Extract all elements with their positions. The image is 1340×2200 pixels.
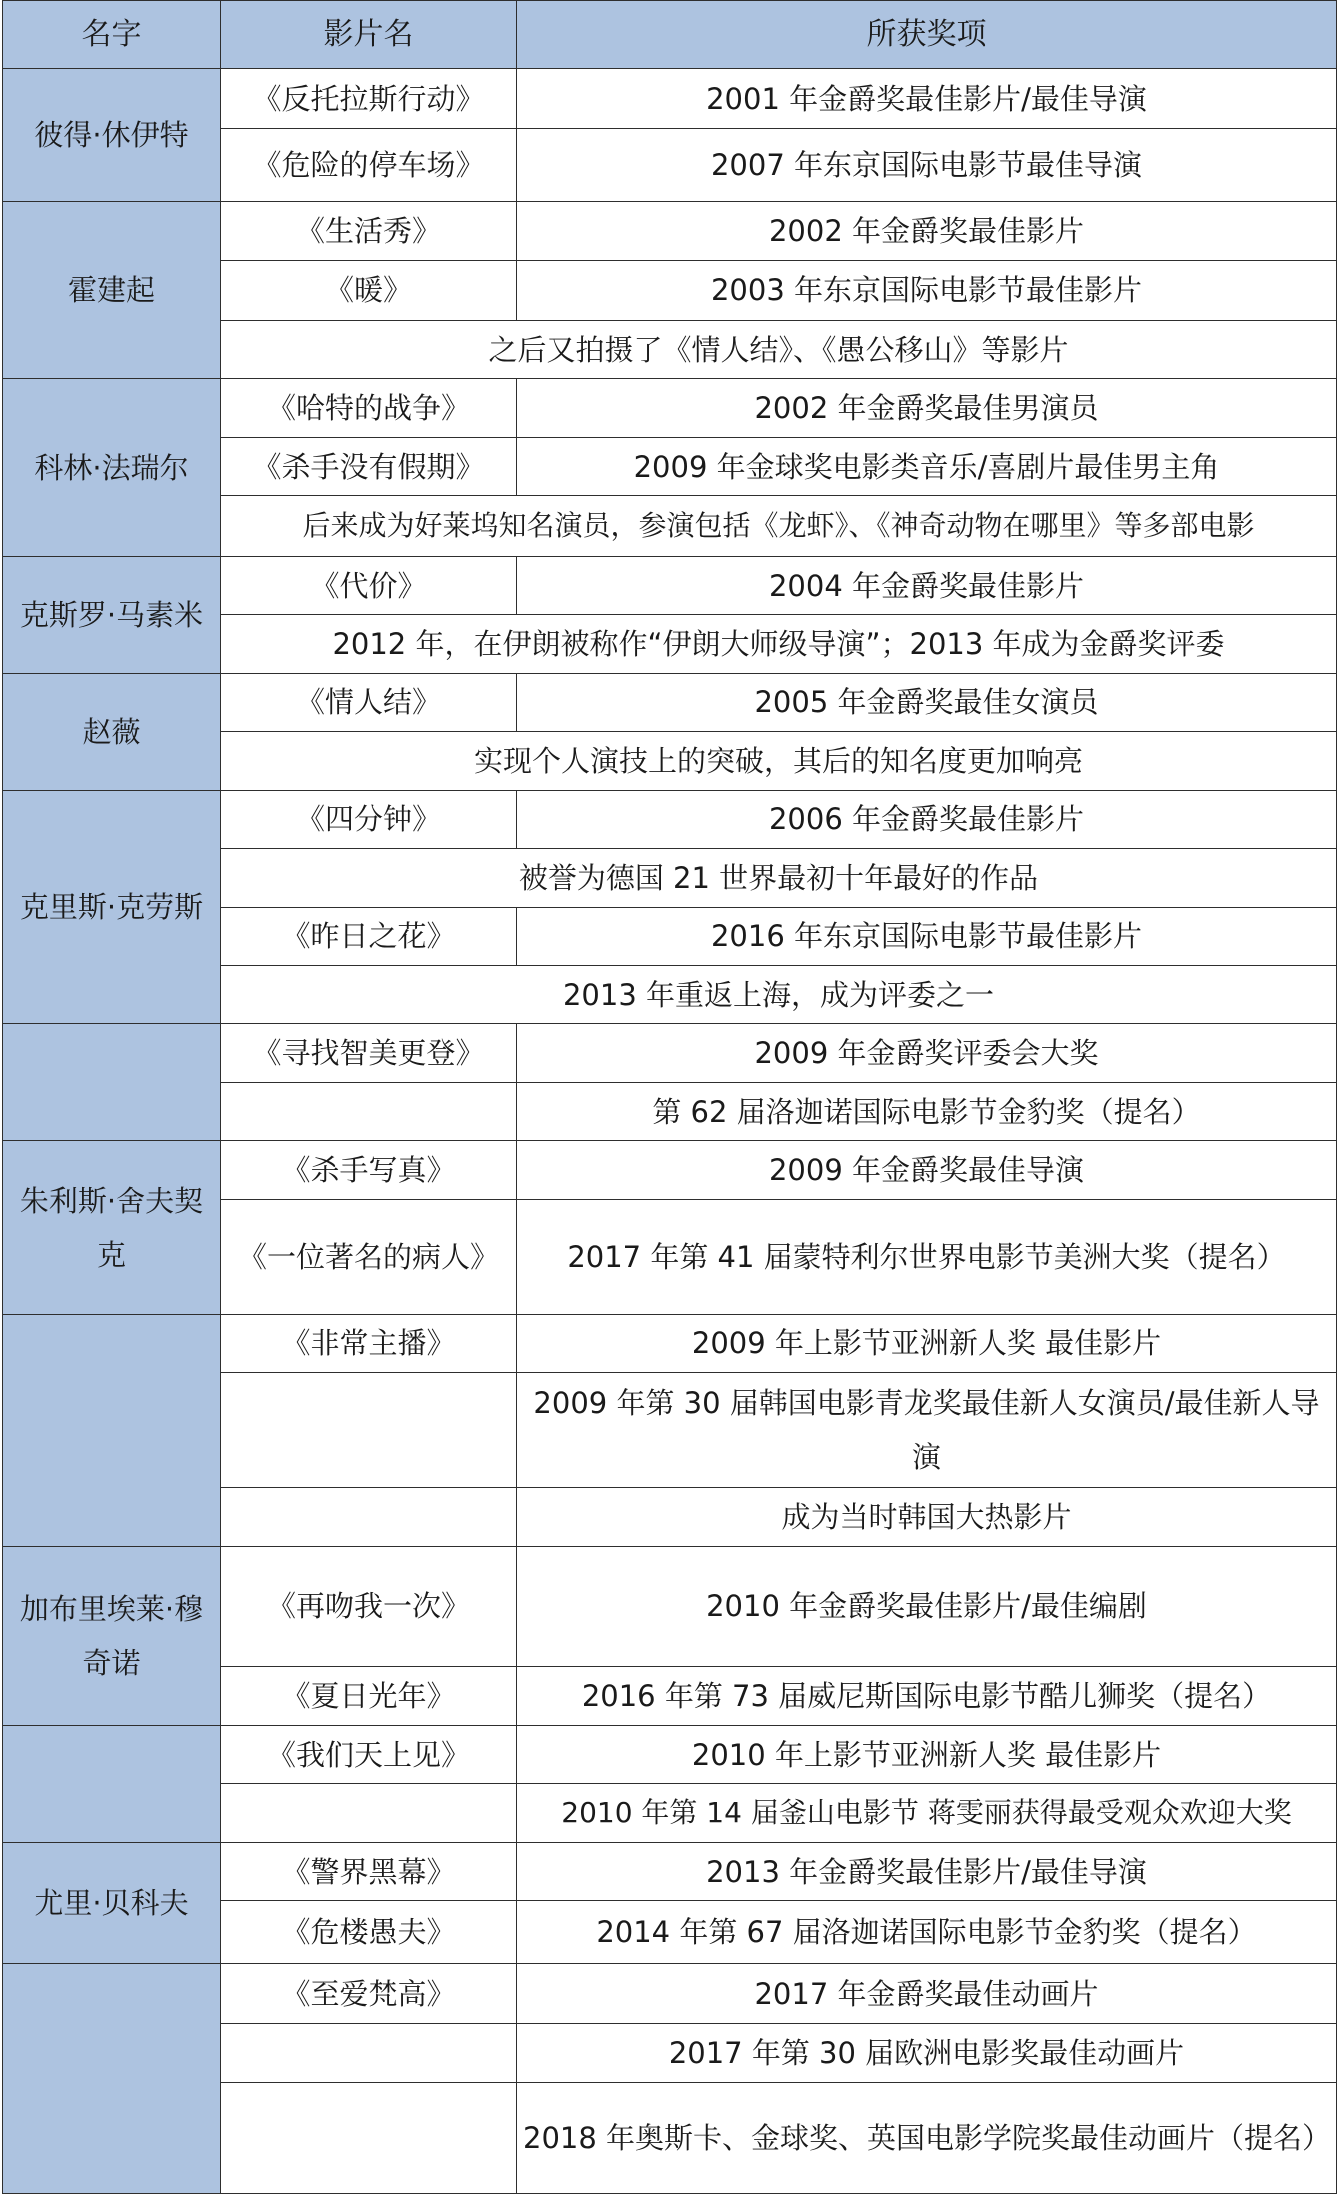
award-cell: 2016 年东京国际电影节最佳影片: [517, 907, 1337, 965]
table-row: [3, 790, 1337, 848]
film-cell: 《情人结》: [221, 673, 517, 731]
header-award: 所获奖项: [517, 1, 1337, 69]
film-cell: 《杀手写真》: [221, 1141, 517, 1199]
table-row: [3, 1963, 1337, 2023]
film-cell: 《警界黑幕》: [221, 1842, 517, 1900]
film-cell: 《非常主播》: [221, 1314, 517, 1372]
award-cell: 2013 年金爵奖最佳影片/最佳导演: [517, 1842, 1337, 1900]
award-cell: 2005 年金爵奖最佳女演员: [517, 673, 1337, 731]
name-cell: 加布里埃莱·穆奇诺: [3, 1546, 221, 1725]
film-cell: 《夏日光年》: [221, 1667, 517, 1725]
film-cell: 《一位著名的病人》: [221, 1199, 517, 1314]
award-cell: 2002 年金爵奖最佳男演员: [517, 379, 1337, 437]
name-cell: 科林·法瑞尔: [3, 379, 221, 556]
table-row: [3, 379, 1337, 437]
name-cell: 彼得·休伊特: [3, 69, 221, 202]
award-cell: 2017 年第 30 届欧洲电影奖最佳动画片: [517, 2024, 1337, 2082]
film-cell: 《危楼愚夫》: [221, 1901, 517, 1964]
award-cell: 2002 年金爵奖最佳影片: [517, 202, 1337, 260]
film-cell: 《再吻我一次》: [221, 1546, 517, 1667]
award-cell: 2001 年金爵奖最佳影片/最佳导演: [517, 69, 1337, 129]
award-cell: 成为当时韩国大热影片: [517, 1488, 1337, 1546]
film-cell: 《昨日之花》: [221, 907, 517, 965]
table-row: [3, 1314, 1337, 1372]
award-cell: 2010 年第 14 届釜山电影节 蒋雯丽获得最受观众欢迎大奖: [517, 1784, 1337, 1842]
award-cell: 第 62 届洛迦诺国际电影节金豹奖（提名）: [517, 1082, 1337, 1140]
film-cell: 《危险的停车场》: [221, 129, 517, 202]
note-cell: 实现个人演技上的突破，其后的知名度更加响亮: [221, 732, 1337, 790]
table-row: [3, 202, 1337, 260]
film-cell: [221, 2024, 517, 2082]
note-cell: 2013 年重返上海，成为评委之一: [221, 965, 1337, 1023]
award-cell: 2009 年金爵奖最佳导演: [517, 1141, 1337, 1199]
name-cell: 朱利斯·舍夫契克: [3, 1141, 221, 1314]
award-cell: 2017 年第 41 届蒙特利尔世界电影节美洲大奖（提名）: [517, 1199, 1337, 1314]
header-name: 名字: [3, 1, 221, 69]
film-cell: 《寻找智美更登》: [221, 1024, 517, 1082]
award-cell: 2009 年第 30 届韩国电影青龙奖最佳新人女演员/最佳新人导演: [517, 1373, 1337, 1488]
film-cell: 《至爱梵高》: [221, 1963, 517, 2023]
name-cell: 霍建起: [3, 202, 221, 379]
award-cell: 2009 年金爵奖评委会大奖: [517, 1024, 1337, 1082]
name-cell: [3, 1963, 221, 2193]
film-cell: 《我们天上见》: [221, 1725, 517, 1783]
note-cell: 被誉为德国 21 世界最初十年最好的作品: [221, 849, 1337, 907]
name-cell: 尤里·贝科夫: [3, 1842, 221, 1963]
note-cell: 之后又拍摄了《情人结》、《愚公移山》等影片: [221, 320, 1337, 378]
award-cell: 2017 年金爵奖最佳动画片: [517, 1963, 1337, 2023]
name-cell: 赵薇: [3, 673, 221, 790]
table-row: [3, 1024, 1337, 1082]
award-cell: 2003 年东京国际电影节最佳影片: [517, 260, 1337, 320]
table-row: [3, 1141, 1337, 1199]
film-cell: 《生活秀》: [221, 202, 517, 260]
award-cell: 2007 年东京国际电影节最佳导演: [517, 129, 1337, 202]
award-cell: 2010 年上影节亚洲新人奖 最佳影片: [517, 1725, 1337, 1783]
award-cell: 2006 年金爵奖最佳影片: [517, 790, 1337, 848]
name-cell: [3, 1314, 221, 1546]
table-row: [3, 1546, 1337, 1667]
film-cell: [221, 1373, 517, 1488]
film-cell: 《杀手没有假期》: [221, 437, 517, 495]
table-row: [3, 1725, 1337, 1783]
note-cell: 2012 年，在伊朗被称作“伊朗大师级导演”；2013 年成为金爵奖评委: [221, 615, 1337, 673]
name-cell: [3, 1024, 221, 1141]
award-cell: 2010 年金爵奖最佳影片/最佳编剧: [517, 1546, 1337, 1667]
film-cell: [221, 2082, 517, 2193]
name-cell: 克里斯·克劳斯: [3, 790, 221, 1024]
note-cell: 后来成为好莱坞知名演员，参演包括《龙虾》、《神奇动物在哪里》等多部电影: [221, 496, 1337, 556]
awards-table: [2, 0, 1337, 2194]
award-cell: 2018 年奥斯卡、金球奖、英国电影学院奖最佳动画片（提名）: [517, 2082, 1337, 2193]
film-cell: [221, 1488, 517, 1546]
film-cell: 《四分钟》: [221, 790, 517, 848]
film-cell: [221, 1784, 517, 1842]
film-cell: 《暖》: [221, 260, 517, 320]
name-cell: 克斯罗·马素米: [3, 556, 221, 673]
film-cell: 《哈特的战争》: [221, 379, 517, 437]
award-cell: 2014 年第 67 届洛迦诺国际电影节金豹奖（提名）: [517, 1901, 1337, 1964]
header-film: 影片名: [221, 1, 517, 69]
film-cell: 《反托拉斯行动》: [221, 69, 517, 129]
table-row: [3, 69, 1337, 129]
award-cell: 2009 年上影节亚洲新人奖 最佳影片: [517, 1314, 1337, 1372]
award-cell: 2016 年第 73 届威尼斯国际电影节酷儿狮奖（提名）: [517, 1667, 1337, 1725]
award-cell: 2004 年金爵奖最佳影片: [517, 556, 1337, 614]
award-cell: 2009 年金球奖电影类音乐/喜剧片最佳男主角: [517, 437, 1337, 495]
name-cell: [3, 1725, 221, 1842]
film-cell: [221, 1082, 517, 1140]
film-cell: 《代价》: [221, 556, 517, 614]
table-row: [3, 1842, 1337, 1900]
header-row: [3, 1, 1337, 69]
table-row: [3, 556, 1337, 614]
table-row: [3, 673, 1337, 731]
